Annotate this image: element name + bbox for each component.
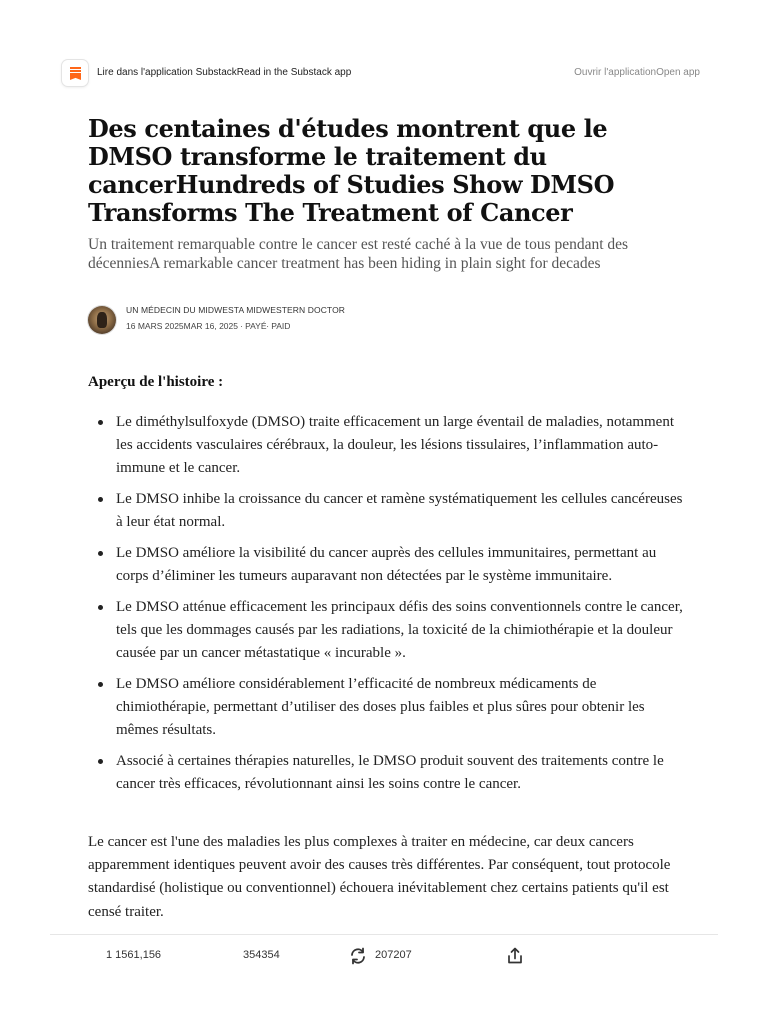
list-item-text: Associé à certaines thérapies naturelles, le DMSO produit souvent des traitements contre le cancer très efficaces, révolutionnant ainsi les soins contre le cancer. bbox=[116, 753, 664, 793]
post-action-bar bbox=[50, 934, 718, 979]
list-item-text: Le DMSO inhibe la croissance du cancer et ramène systématiquement les cellules cancéreuses à leur état normal. bbox=[116, 491, 683, 531]
like-count[interactable]: 1 1561,156 bbox=[106, 949, 162, 961]
comment-count[interactable]: 354354 bbox=[243, 949, 280, 961]
list-item bbox=[88, 596, 688, 666]
article-title: Des centaines d'études montrent que le DMSO transforme le traitement du cancerHundreds of Studies Show DMSO Transforms The Treatment of Cancer bbox=[88, 114, 615, 227]
list-item-text: Le DMSO améliore considérablement l’efficacité de nombreux médicaments de chimiothérapie, permettant d’utiliser des doses plus faibles et plus sûres pour obtenir les mêmes résultats. bbox=[116, 676, 645, 739]
open-app-button[interactable]: Ouvrir l'applicationOpen app bbox=[574, 67, 700, 78]
list-item bbox=[88, 542, 688, 588]
bullet-dot bbox=[98, 759, 103, 764]
bullet-dot bbox=[98, 497, 103, 502]
overview-list bbox=[88, 411, 688, 804]
restack-count[interactable]: 207207 bbox=[375, 949, 412, 961]
list-item-text: Le DMSO atténue efficacement les principaux défis des soins conventionnels contre le cancer, tels que les dommages causés par les radiations, la toxicité de la chimiothérapie et la douleur causée par un cancer métastatique « incurable ». bbox=[116, 598, 683, 662]
read-in-app-link[interactable]: Lire dans l'application SubstackRead in the Substack app bbox=[97, 67, 352, 78]
byline bbox=[88, 304, 688, 336]
bullet-dot bbox=[98, 420, 103, 425]
author-avatar[interactable] bbox=[88, 306, 116, 334]
list-item bbox=[88, 750, 688, 796]
article-subtitle: Un traitement remarquable contre le cancer est resté caché à la vue de tous pendant des décenniesA remarkable cancer treatment has been hiding in plain sight for decades bbox=[88, 236, 629, 272]
share-icon[interactable] bbox=[505, 946, 525, 966]
list-item-text: Le diméthylsulfoxyde (DMSO) traite efficacement un large éventail de maladies, notamment les accidents vasculaires cérébraux, la douleur, les lésions tissulaires, l’inflammation auto-immune et le cancer. bbox=[116, 414, 675, 477]
article-paragraph: Le cancer est l'une des maladies les plus complexes à traiter en médecine, car deux cancers apparemment identiques peuvent avoir des causes très différentes. Par conséquent, tout protocole standardisé (holistique ou conventionnel) échouera inévitablement chez certains patients qu'il est censé traiter. bbox=[88, 834, 671, 920]
substack-logo-icon[interactable] bbox=[62, 60, 88, 86]
restack-icon[interactable] bbox=[348, 946, 368, 966]
bullet-dot bbox=[98, 605, 103, 610]
overview-heading: Aperçu de l'histoire : bbox=[88, 374, 224, 390]
app-banner[interactable] bbox=[62, 60, 700, 88]
list-item-text: Le DMSO améliore la visibilité du cancer auprès des cellules immunitaires, permettant au corps d’éliminer les tumeurs auparavant non détectées par le système immunitaire. bbox=[116, 545, 657, 585]
list-item bbox=[88, 488, 688, 534]
list-item bbox=[88, 411, 688, 481]
author-name[interactable]: UN MÉDECIN DU MIDWESTA MIDWESTERN DOCTOR bbox=[126, 305, 346, 315]
bullet-dot bbox=[98, 551, 103, 556]
post-meta: 16 MARS 2025MAR 16, 2025 ∙ PAYÉ∙ PAID bbox=[126, 321, 291, 331]
bullet-dot bbox=[98, 682, 103, 687]
list-item bbox=[88, 673, 688, 743]
